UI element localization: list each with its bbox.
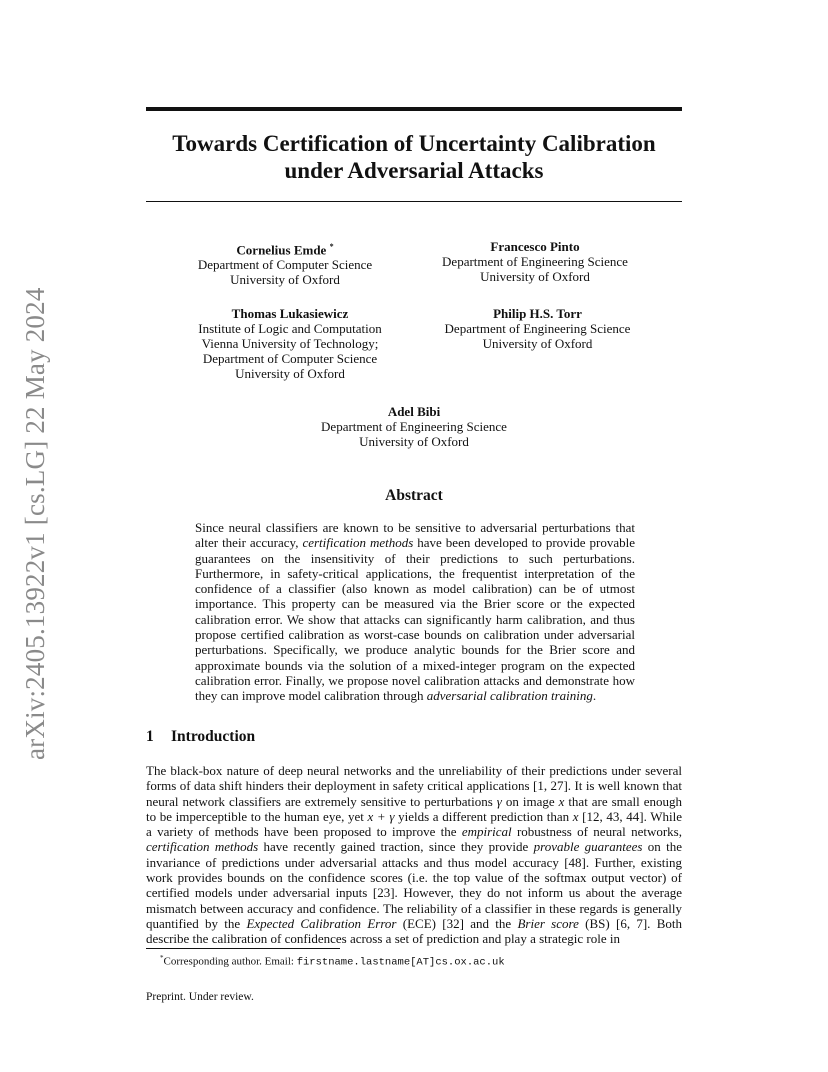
footnote: *Corresponding author. Email: firstname.lastname[AT]cs.ox.ac.uk xyxy=(160,954,505,969)
author-name: Thomas Lukasiewicz xyxy=(231,306,349,321)
footnote-mark: * xyxy=(329,242,334,251)
author-affiliation: University of Oxford xyxy=(230,272,340,288)
title-rule-top xyxy=(146,107,682,111)
arxiv-id-text: arXiv:2405.13922v1 [cs.LG] 22 May 2024 xyxy=(20,287,50,760)
author-name: Philip H.S. Torr xyxy=(493,306,582,321)
author-affiliation: University of Oxford xyxy=(482,336,593,351)
author-affiliation: Department of Engineering Science xyxy=(321,419,507,434)
footnote-rule xyxy=(146,948,340,949)
author-affiliation: University of Oxford xyxy=(480,269,590,284)
section-heading-introduction xyxy=(146,728,255,746)
section-title: Introduction xyxy=(171,728,256,745)
author-name: Cornelius Emde * xyxy=(236,242,334,258)
author-name: Adel Bibi xyxy=(387,404,441,419)
author-block-bibi xyxy=(300,404,528,449)
title-line-2: under Adversarial Attacks xyxy=(284,158,544,183)
author-affiliation: University of Oxford xyxy=(235,366,345,381)
introduction-paragraph: The black-box nature of deep neural networks and the unreliability of their predictions under several forms of data shift hinders their deployment in safety critical applications [1, 27]. It is well known that neural network classifiers are extremely sensitive to perturbations γ on image x that are small enough to be imperceptible to the human eye, yet x + γ yields a different prediction than x [12, 43, 44]. While a variety of methods have been proposed to improve the empirical robustness of neural networks, certification methods have recently gained traction, since they provide provable guarantees on the invariance of predictions under adversarial attacks and thus model accuracy [48]. Further, existing work provides bounds on the confidence scores (i.e. the top value of the softmax output vector) of certified models under adversarial inputs [23]. However, they do not inform us about the average mismatch between accuracy and confidence. The reliability of a classifier in these regards is generally quantified by the Expected Calibration Error (ECE) [32] and the Brier score (BS) [6, 7]. Both describe the calibration of confidences across a set of prediction and play a strategic role in xyxy=(146,763,683,947)
author-name: Francesco Pinto xyxy=(490,239,580,254)
abstract-heading: Abstract xyxy=(385,487,443,504)
title-line-1: Towards Certification of Uncertainty Calibration xyxy=(172,131,656,156)
author-affiliation: University of Oxford xyxy=(359,434,469,449)
author-block-pinto xyxy=(430,239,640,284)
author-affiliation: Department of Engineering Science xyxy=(442,254,628,269)
author-affiliation: Department of Engineering Science xyxy=(444,321,631,336)
footnote-email: firstname.lastname[AT]cs.ox.ac.uk xyxy=(296,956,505,969)
preprint-notice: Preprint. Under review. xyxy=(146,991,254,1003)
author-affiliation: Department of Computer Science xyxy=(202,351,378,366)
author-block-lukasiewicz xyxy=(185,306,395,381)
title-rule-bottom xyxy=(146,201,682,202)
section-number: 1 xyxy=(146,728,154,745)
author-affiliation: Department of Computer Science xyxy=(197,257,373,273)
author-affiliation: Institute of Logic and Computation xyxy=(198,321,382,336)
author-block-torr xyxy=(430,306,645,351)
author-affiliation: Vienna University of Technology; xyxy=(201,336,379,351)
author-block-emde xyxy=(190,239,380,287)
abstract-text: Since neural classifiers are known to be sensitive to adversarial perturbations that alter their accuracy, certification methods have been developed to provide provable guarantees on the insensitivity of their predictions to such perturbations. Furthermore, in safety-critical applications, the frequentist interpretation of the confidence of a classifier (also known as model calibration) can be of utmost importance. This property can be measured via the Brier score or the expected calibration error. We show that attacks can significantly harm calibration, and thus propose certified calibration as worst-case bounds on calibration under adversarial perturbations. Specifically, we produce analytic bounds for the Brier score and approximate bounds via the solution of a mixed-integer program on the expected calibration error. Finally, we propose novel calibration attacks and demonstrate how they can improve model calibration through adversarial calibration training. xyxy=(195,520,635,704)
paper-title xyxy=(146,130,682,184)
